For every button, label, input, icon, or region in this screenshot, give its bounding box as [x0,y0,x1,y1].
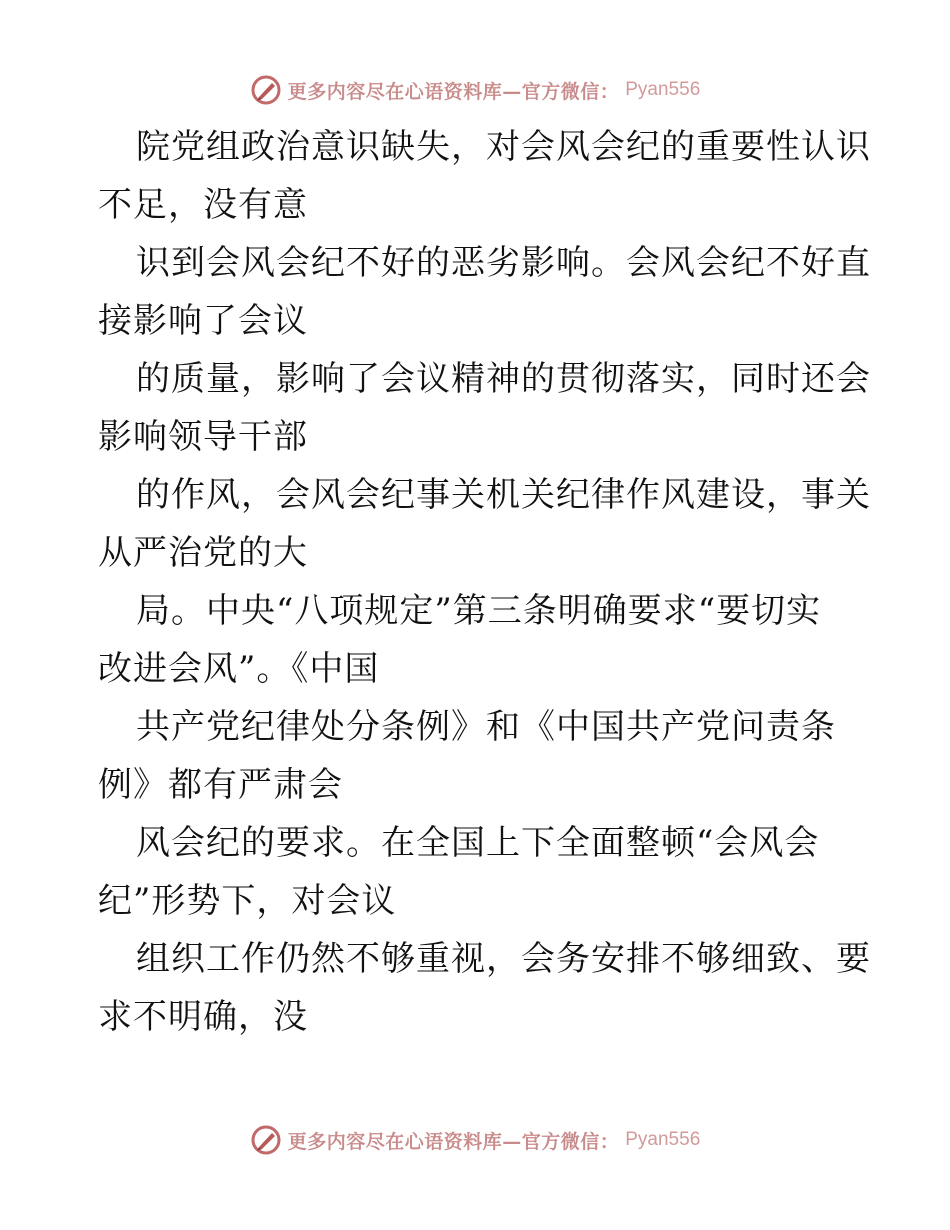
paragraph [98,814,858,930]
footer-watermark [0,1120,950,1160]
paragraph-line: 局。中央“八项规定”第三条明确要求“要切实 [136,591,822,631]
paragraph-line: 组织工作仍然不够重视，会务安排不够细致、要 [136,939,871,979]
paragraph-line: 的质量，影响了会议精神的贯彻落实，同时还会 [136,359,871,399]
paragraph-line: 识到会风会纪不好的恶劣影响。会风会纪不好直 [136,243,871,283]
paragraph-line: 纪”形势下，对会议 [98,881,397,921]
watermark-wechat-id: Pyan556 [625,1129,701,1150]
paragraph-line: 不足，没有意 [98,185,308,225]
paragraph [98,118,871,234]
paragraph [98,930,871,1046]
paragraph [98,350,871,466]
paragraph-line: 从严治党的大 [98,533,308,573]
watermark-wechat-id: Pyan556 [625,79,701,100]
watermark-text: 更多内容尽在心语资料库—官方微信： [287,80,620,103]
paragraph-line: 求不明确，没 [98,997,308,1037]
paragraph-line: 共产党纪律处分条例》和《中国共产党问责条 [136,707,836,747]
paragraph [98,466,871,582]
paragraph-line: 院党组政治意识缺失，对会风会纪的重要性认识 [136,127,871,167]
paragraph-line: 例》都有严肃会 [98,765,343,805]
paragraph [98,234,871,350]
paragraph-line: 影响领导干部 [98,417,308,457]
paragraph [98,698,858,814]
pen-logo-icon [250,74,282,106]
paragraph [98,582,858,698]
watermark-text: 更多内容尽在心语资料库—官方微信： [287,1130,620,1153]
paragraph-line: 风会纪的要求。在全国上下全面整顿“会风会 [136,823,820,863]
pen-logo-icon [250,1124,282,1156]
paragraph-line: 改进会风”。《中国 [98,649,380,689]
document-body [98,118,871,1046]
paragraph-line: 接影响了会议 [98,301,308,341]
header-watermark [0,70,950,110]
paragraph-line: 的作风，会风会纪事关机关纪律作风建设，事关 [136,475,871,515]
